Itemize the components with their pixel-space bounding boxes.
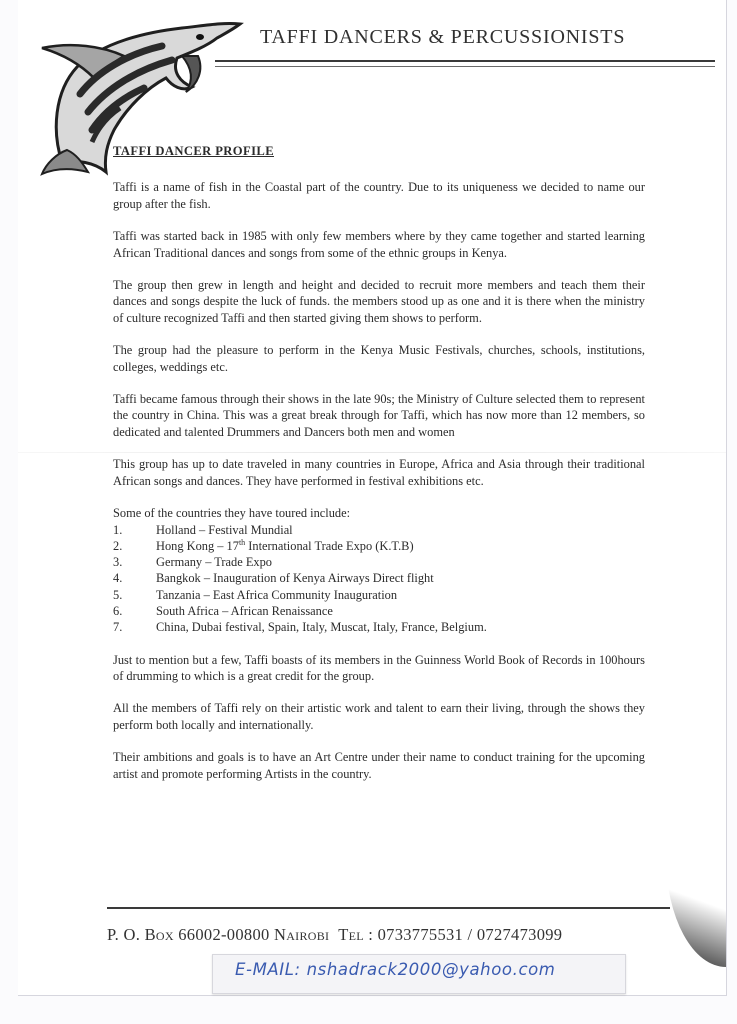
tel-separator: /	[467, 925, 473, 944]
list-text-pre: Hong Kong – 17	[156, 538, 239, 553]
list-item	[113, 619, 645, 635]
list-text: Germany – Trade Expo	[156, 555, 272, 570]
closing-paragraph: Just to mention but a few, Taffi boasts of its members in the Guinness World Book of Records in 100hours of drumming to which is a great credit for the group.	[113, 652, 645, 683]
email-paper-strip	[212, 954, 626, 994]
profile-paragraph: The group then grew in length and height and decided to recruit more members and teach them their dances and songs despite the luck of funds. the members stood up as one and it is there when the ministry of culture recognized Taffi and then started giving them shows to perform.	[113, 278, 645, 325]
list-number: 2.	[113, 538, 123, 553]
list-number: 4.	[113, 571, 123, 586]
org-name-title: TAFFI DANCERS & PERCUSSIONISTS	[260, 26, 626, 48]
header-rule-thin	[215, 66, 715, 67]
city-name: Nairobi	[273, 925, 330, 944]
po-box-label: P. O. Box	[107, 925, 174, 944]
closing-paragraph: Their ambitions and goals is to have an Art Centre under their name to conduct training for the upcoming artist and promote performing Artists in the country.	[113, 750, 645, 781]
list-item	[113, 570, 645, 586]
header-rule-thick	[215, 60, 715, 62]
list-number: 3.	[113, 555, 123, 570]
list-text	[156, 538, 645, 554]
list-number: 6.	[113, 603, 123, 618]
profile-paragraph: The group had the pleasure to perform in the Kenya Music Festivals, churches, schools, institutions, colleges, weddings etc.	[113, 343, 645, 374]
tel-label: Tel :	[338, 925, 374, 944]
po-box-number: 66002-00800	[178, 925, 270, 944]
tours-intro: Some of the countries they have toured include:	[113, 506, 351, 521]
list-text-post: International Trade Expo (K.T.B)	[245, 538, 414, 553]
list-number: 5.	[113, 587, 123, 602]
handwritten-email: E-MAIL: nshadrack2000@yahoo.com	[235, 960, 556, 979]
list-text: Holland – Festival Mundial	[156, 522, 293, 537]
list-item	[113, 587, 645, 603]
list-text: China, Dubai festival, Spain, Italy, Muscat, Italy, France, Belgium.	[156, 620, 487, 635]
list-text: South Africa – African Renaissance	[156, 603, 333, 618]
profile-paragraph: Taffi became famous through their shows in the late 90s; the Ministry of Culture selected them to represent the country in China. This was a great break through for Taffi, which has now more than 12 members, so dedicated and talented Drummers and Dancers both men and women	[113, 392, 645, 439]
closing-paragraph: All the members of Taffi rely on their artistic work and talent to earn their living, through the shows they perform both locally and internationally.	[113, 701, 645, 732]
tel-number-1: 0733775531	[377, 925, 464, 944]
profile-paragraph: This group has up to date traveled in many countries in Europe, Africa and Asia through their traditional African songs and dances. They have performed in festival exhibitions etc.	[113, 457, 645, 488]
page-fold-shadow	[666, 857, 726, 967]
list-text: Tanzania – East Africa Community Inauguration	[156, 587, 398, 602]
footer-address	[107, 925, 677, 945]
list-item	[113, 538, 645, 554]
list-number: 7.	[113, 620, 123, 635]
footer-rule	[107, 907, 670, 909]
tour-list	[113, 522, 645, 636]
profile-body	[113, 143, 645, 798]
list-item	[113, 603, 645, 619]
list-item	[113, 554, 645, 570]
profile-paragraph: Taffi is a name of fish in the Coastal part of the country. Due to its uniqueness we decided to name our group after the fish.	[113, 180, 645, 211]
list-number: 1.	[113, 522, 123, 537]
profile-paragraph: Taffi was started back in 1985 with only few members where by they came together and started learning African Traditional dances and songs from some of the ethnic groups in Kenya.	[113, 229, 645, 260]
tel-number-2: 0727473099	[476, 925, 563, 944]
list-item	[113, 522, 645, 538]
ordinal-suffix: th	[238, 537, 246, 547]
profile-heading: TAFFI DANCER PROFILE	[113, 144, 274, 158]
list-text: Bangkok – Inauguration of Kenya Airways Direct flight	[156, 571, 434, 586]
